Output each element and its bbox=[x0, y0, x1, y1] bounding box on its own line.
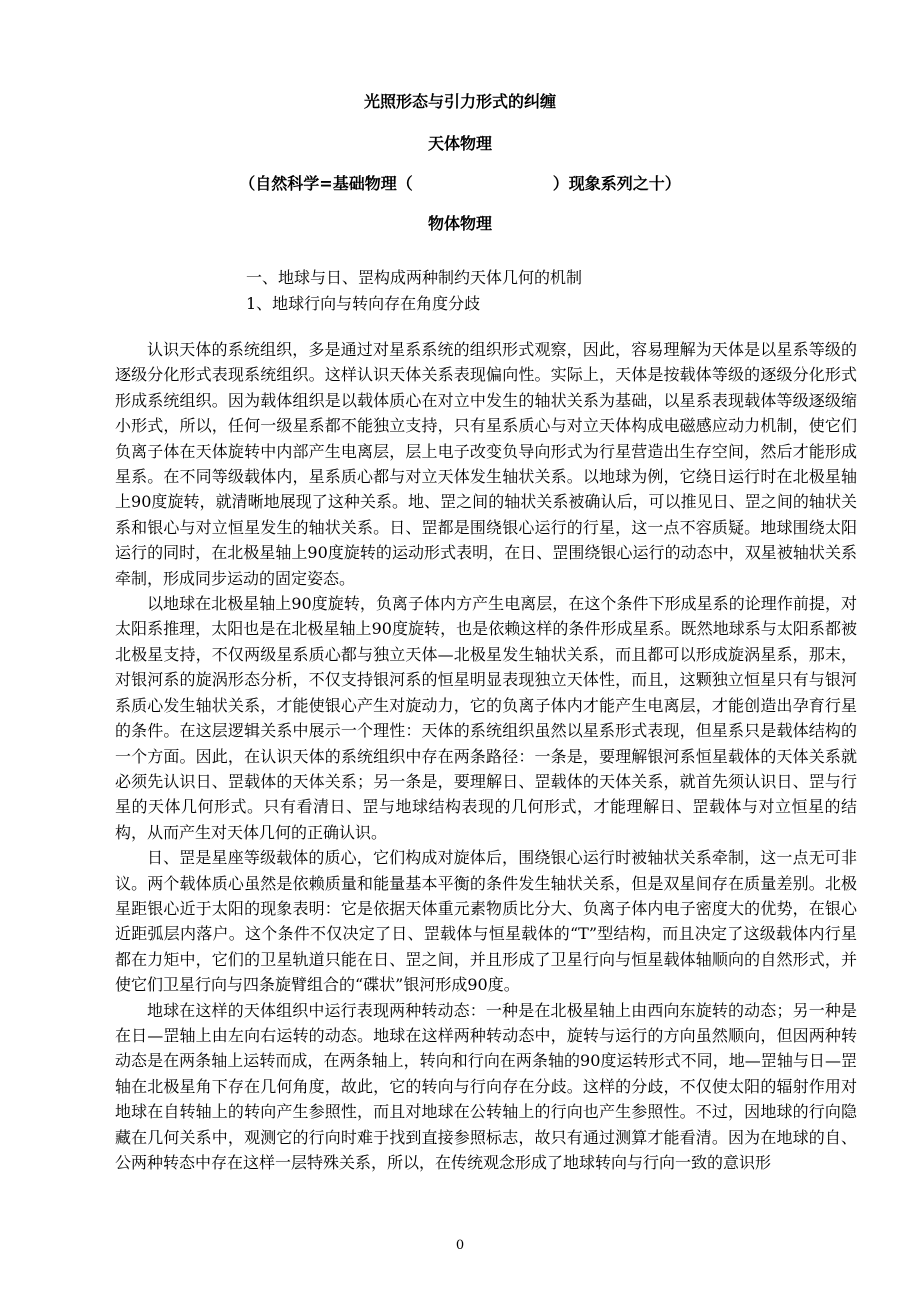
subtitle-astrophysics: 天体物理 bbox=[427, 134, 492, 153]
page-number: 0 bbox=[455, 1238, 465, 1253]
paragraph: 认识天体的系统组织，多是通过对星系系统的组织形式观察，因此，容易理解为天体是以星系等级的逐级分化形式表现系统组织。这样认识天体关系表现偏向性。实际上，天体是按载体等级的逐级分化形式形成系统组织。因为载体组织是以载体质心在对立中发生的轴状关系为基础，以星系表现载体等级逐级缩小形式，所以，任何一级星系都不能独立支持，只有星系质心与对立天体构成电磁感应动力机制，使它们负离子体在天体旋转中内部产生电离层，层上电子改变负导向形式为行星营造出生存空间，然后才能形成星系。在不同等级载体内，星系质心都与对立天体发生轴状关系。以地球为例，它绕日运行时在北极星轴上90度旋转，就清晰地展现了这种关系。地、罡之间的轴状关系被确认后，可以推见日、罡之间的轴状关系和银心与对立恒星发生的轴状关系。日、罡都是围绕银心运行的行星，这一点不容质疑。地球围绕太阳运行的同时，在北极星轴上90度旋转的运动形式表明，在日、罡围绕银心运行的动态中，双星被轴状关系牵制，形成同步运动的固定姿态。 bbox=[115, 340, 857, 588]
paragraph: 以地球在北极星轴上90度旋转，负离子体内方产生电离层，在这个条件下形成星系的论理作前提，对太阳系推理，太阳也是在北极星轴上90度旋转，也是依赖这样的条件形成星系。既然地球系与太阳系都被北极星支持，不仅两级星系质心都与独立天体—北极星发生轴状关系，而且都可以形成旋涡星系，那末，对银河系的旋涡形态分析，不仅支持银河系的恒星明显表现独立天体性，而且，这颗独立恒星只有与银河系质心发生轴状关系，才能使银心产生对旋动力，它的负离子体内才能产生电离层，才能创造出孕育行星的条件。在这层逻辑关系中展示一个理性：天体的系统组织虽然以星系形式表现，但星系只是载体结构的一个方面。因此，在认识天体的系统组织中存在两条路径：一条是，要理解银河系恒星载体的天体关系就必须先认识日、罡载体的天体关系；另一条是，要理解日、罡载体的天体关系，就首先须认识日、罡与行星的天体几何形式。只有看清日、罡与地球结构表现的几何形式，才能理解日、罡载体与对立恒星的结构，从而产生对天体几何的正确认识。 bbox=[115, 594, 857, 842]
series-subtitle-right: ）现象系列之十） bbox=[552, 174, 681, 193]
paragraph: 日、罡是星座等级载体的质心，它们构成对旋体后，围绕银心运行时被轴状关系牵制，这一点无可非议。两个载体质心虽然是依赖质量和能量基本平衡的条件发生轴状关系，但是双星间存在质量差别。北极星距银心近于太阳的现象表明：它是依据天体重元素物质比分大、负离子体内电子密度大的优势，在银心近距弧层内落户。这个条件不仅决定了日、罡载体与恒星载体的“T”型结构，而且决定了这级载体内行星都在力矩中，它们的卫星轨道只能在日、罡之间，并且形成了卫星行向与恒星载体轴顺向的自然形式，并使它们卫星行向与四条旋臂组合的“碟状”银河形成90度。 bbox=[115, 848, 857, 995]
paragraph: 地球在这样的天体组织中运行表现两种转动态：一种是在北极星轴上由西向东旋转的动态；另一种是在日—罡轴上由左向右运转的动态。地球在这样两种转动态中，旋转与运行的方向虽然顺向，但因两种转动态是在两条轴上运转而成，在两条轴上，转向和行向在两条轴的90度运转形式不同，地—罡轴与日—罡轴在北极星角下存在几何角度，故此，它的转向与行向存在分歧。这样的分歧，不仅使太阳的辐射作用对地球在自转轴上的转向产生参照性，而且对地球在公转轴上的行向也产生参照性。不过，因地球的行向隐藏在几何关系中，观测它的行向时难于找到直接参照标志，故只有通过测算才能看清。因为在地球的自、公两种转态中存在这样一层特殊关系，所以，在传统观念形成了地球转向与行向一致的意识形 bbox=[115, 1000, 857, 1172]
document-title: 光照形态与引力形式的纠缠 bbox=[363, 92, 556, 111]
subtitle-object-physics: 物体物理 bbox=[427, 214, 492, 233]
body-text bbox=[115, 337, 857, 1175]
series-subtitle bbox=[0, 174, 920, 194]
series-subtitle-left: （自然科学=基础物理（ bbox=[239, 174, 413, 193]
blank-gap bbox=[413, 174, 553, 194]
subsection-heading: 1、地球行向与转向存在角度分歧 bbox=[246, 294, 481, 313]
section-heading: 一、地球与日、罡构成两种制约天体几何的机制 bbox=[246, 268, 583, 287]
